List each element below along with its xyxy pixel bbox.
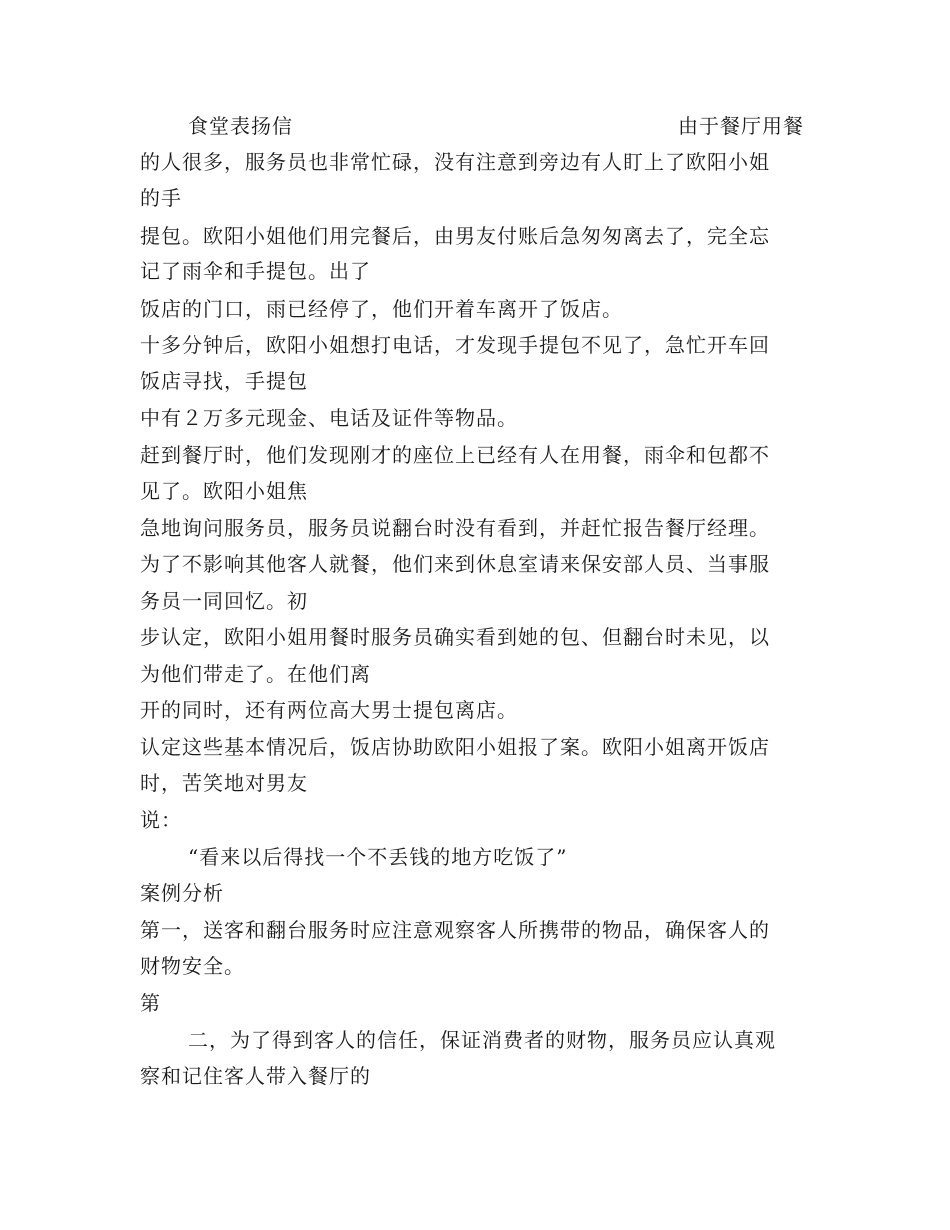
analysis-line: 财物安全。 xyxy=(140,954,245,978)
body-line: 的人很多，服务员也非常忙碌，没有注意到旁边有人盯上了欧阳小姐 xyxy=(140,150,770,174)
quote-line: “看来以后得找一个不丢钱的地方吃饭了” xyxy=(188,845,568,869)
body-line: 为了不影响其他客人就餐，他们来到休息室请来保安部人员、当事服 xyxy=(140,552,770,576)
document-title: 食堂表扬信 xyxy=(188,114,293,138)
body-line: 中有２万多元现金、电话及证件等物品。 xyxy=(140,406,518,430)
body-line: 说： xyxy=(140,808,182,832)
body-line: 为他们带走了。在他们离 xyxy=(140,662,371,686)
body-line: 见了。欧阳小姐焦 xyxy=(140,479,308,503)
body-line: 时，苦笑地对男友 xyxy=(140,771,308,795)
analysis-line: 第一，送客和翻台服务时应注意观察客人所携带的物品，确保客人的 xyxy=(140,918,770,942)
second-point-line: 二，为了得到客人的信任，保证消费者的财物，服务员应认真观 xyxy=(188,1028,776,1052)
body-line: 记了雨伞和手提包。出了 xyxy=(140,259,371,283)
body-line: 的手 xyxy=(140,186,182,210)
body-line: 十多分钟后，欧阳小姐想打电话，才发现手提包不见了，急忙开车回 xyxy=(140,333,770,357)
body-line: 认定这些基本情况后，饭店协助欧阳小姐报了案。欧阳小姐离开饭店 xyxy=(140,735,770,759)
title-line-tail: 由于餐厅用餐 xyxy=(678,114,804,138)
body-line: 饭店的门口，雨已经停了，他们开着车离开了饭店。 xyxy=(140,297,623,321)
body-line: 赶到餐厅时，他们发现刚才的座位上已经有人在用餐，雨伞和包都不 xyxy=(140,443,770,467)
second-point-line: 察和记住客人带入餐厅的 xyxy=(140,1064,371,1088)
analysis-heading: 案例分析 xyxy=(140,881,224,905)
body-line: 饭店寻找，手提包 xyxy=(140,369,308,393)
body-line: 提包。欧阳小姐他们用完餐后，由男友付账后急匆匆离去了，完全忘 xyxy=(140,224,770,248)
body-line: 开的同时，还有两位高大男士提包离店。 xyxy=(140,698,518,722)
body-line: 步认定，欧阳小姐用餐时服务员确实看到她的包、但翻台时未见，以 xyxy=(140,625,770,649)
body-line: 务员一同回忆。初 xyxy=(140,589,308,613)
body-line: 急地询问服务员，服务员说翻台时没有看到，并赶忙报告餐厅经理。 xyxy=(140,516,770,540)
analysis-line: 第 xyxy=(140,991,161,1015)
